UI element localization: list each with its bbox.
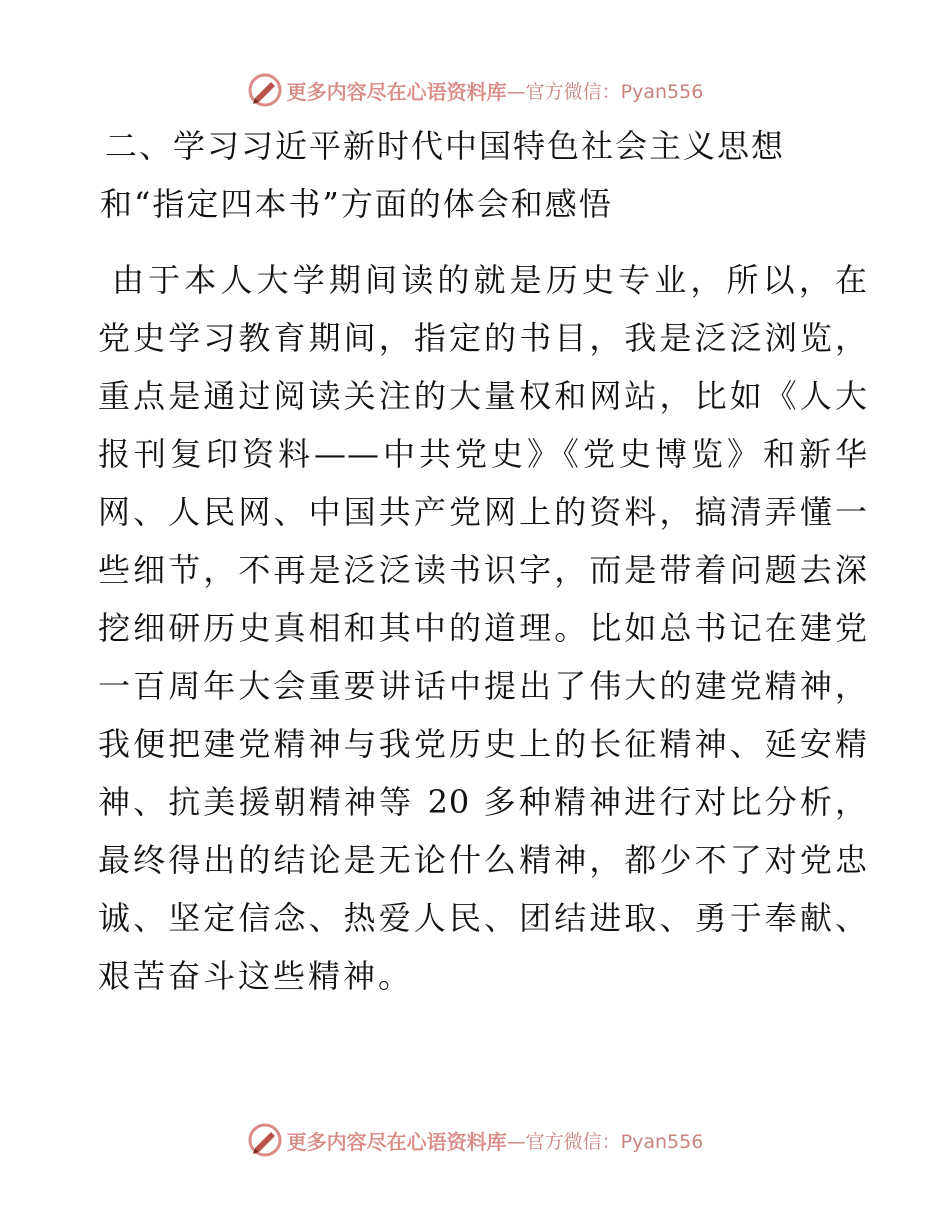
- paragraph-line: 些细节，不再是泛泛读书识字，而是带着问题去深: [98, 551, 868, 589]
- paragraph-line: 一百周年大会重要讲话中提出了伟大的建党精神，: [98, 667, 868, 705]
- pen-logo-icon: [247, 72, 283, 108]
- paragraph-line: 报刊复印资料——中共党史》《党史博览》和新华: [98, 435, 868, 473]
- watermark-contact: —官方微信：Pyan556: [506, 1130, 704, 1153]
- paragraph-line: 艰苦奋斗这些精神。: [98, 957, 414, 995]
- paragraph-line: 重点是通过阅读关注的大量权和网站，比如《人大: [98, 377, 868, 415]
- pen-logo-icon: [247, 1122, 283, 1158]
- section-heading-line-1: 二、学习习近平新时代中国特色社会主义思想: [105, 127, 786, 165]
- watermark-text: 更多内容尽在心语资料库: [286, 79, 507, 104]
- paragraph-line: 党史学习教育期间，指定的书目，我是泛泛浏览，: [98, 319, 868, 357]
- paragraph-line: 我便把建党精神与我党历史上的长征精神、延安精: [98, 725, 868, 763]
- watermark-text: 更多内容尽在心语资料库: [286, 1129, 507, 1154]
- watermark-banner-bottom: [0, 1120, 950, 1160]
- watermark-banner-top: [0, 70, 950, 110]
- watermark-contact: —官方微信：Pyan556: [506, 80, 704, 103]
- body-paragraph: [98, 262, 868, 1016]
- paragraph-line: 挖细研历史真相和其中的道理。比如总书记在建党: [98, 609, 868, 647]
- paragraph-line: 诚、坚定信念、热爱人民、团结进取、勇于奉献、: [98, 899, 868, 937]
- paragraph-line: 神、抗美援朝精神等 20 多种精神进行对比分析，: [98, 783, 868, 821]
- section-heading-line-2: 和“指定四本书”方面的体会和感悟: [100, 185, 613, 223]
- paragraph-line: 网、人民网、中国共产党网上的资料，搞清弄懂一: [98, 493, 868, 531]
- paragraph-line: 由于本人大学期间读的就是历史专业，所以，在: [112, 261, 868, 299]
- paragraph-line: 最终得出的结论是无论什么精神，都少不了对党忠: [98, 841, 868, 879]
